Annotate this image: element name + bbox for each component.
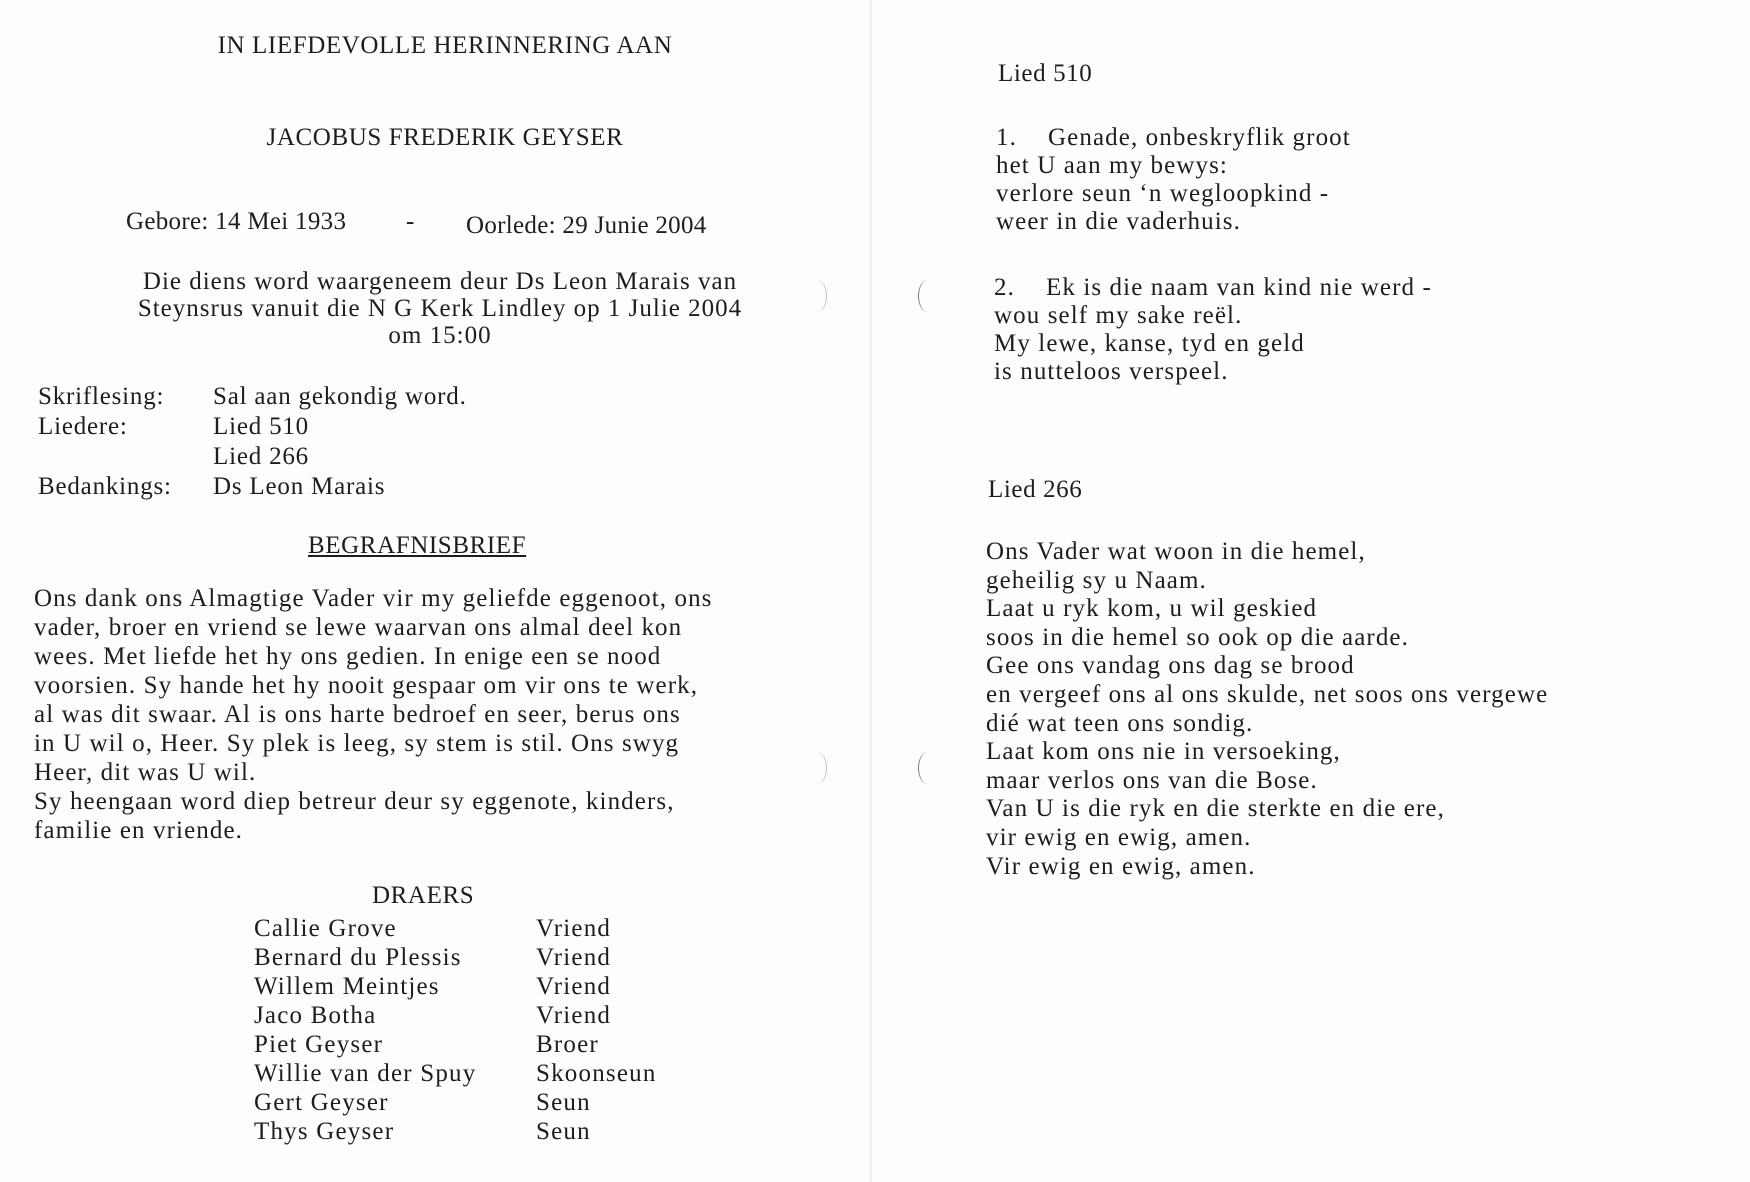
bearer-row (254, 914, 657, 943)
program-label (38, 442, 213, 472)
program-row (38, 472, 467, 502)
hymn-line: maar verlos ons van die Bose. (986, 766, 1318, 794)
birth-date: Gebore: 14 Mei 1933 (126, 208, 347, 235)
hymn-line: Van U is die ryk en die sterkte en die ere, (986, 795, 1445, 823)
verse-line: verlore seun ‘n wegloopkind - (996, 180, 1330, 207)
letter-line: Heer, dit was U wil. (34, 759, 257, 786)
hymn-line: Vir ewig en ewig, amen. (986, 852, 1256, 880)
bearer-row (254, 1088, 657, 1117)
hymn-line: vir ewig en ewig, amen. (986, 823, 1252, 851)
bearer-row (254, 1001, 657, 1030)
right-page (872, 0, 1750, 1182)
date-separator: - (406, 208, 415, 235)
program-value: Lied 510 (213, 413, 309, 440)
hymn-line: Ons Vader wat woon in die hemel, (986, 538, 1366, 565)
bearer-relation: Skoonseun (536, 1060, 657, 1087)
punch-mark (808, 280, 827, 312)
left-page (0, 0, 870, 1182)
hymn-510-verse-2 (994, 274, 1432, 386)
program-value: Sal aan gekondig word. (213, 383, 467, 410)
bearer-relation: Vriend (536, 973, 612, 1000)
hymn-line: Laat kom ons nie in versoeking, (986, 738, 1341, 766)
hymn-line: soos in die hemel so ook op die aarde. (986, 623, 1409, 651)
punch-mark (918, 752, 937, 784)
bearer-name: Gert Geyser (254, 1089, 389, 1116)
bearer-relation: Seun (536, 1118, 591, 1145)
verse-line: het U aan my bewys: (996, 152, 1228, 179)
service-details (60, 268, 820, 349)
bearers-list (254, 914, 657, 1146)
memorial-heading: IN LIEFDEVOLLE HERINNERING AAN (217, 32, 673, 59)
bearer-name: Jaco Botha (254, 1002, 377, 1029)
program-label: Bedankings: (38, 473, 172, 500)
bearer-relation: Vriend (536, 915, 612, 942)
verse-line: My lewe, kanse, tyd en geld (994, 330, 1305, 357)
verse-line: wou self my sake reël. (994, 302, 1243, 329)
bearer-relation: Seun (536, 1089, 591, 1116)
bearer-row (254, 1117, 657, 1146)
bearer-row (254, 1059, 657, 1088)
bearer-relation: Broer (536, 1031, 599, 1058)
funeral-letter (34, 584, 713, 845)
death-date: Oorlede: 29 Junie 2004 (466, 212, 707, 239)
letter-line: wees. Met liefde het hy ons gedien. In enige een se nood (34, 643, 662, 670)
service-program (38, 382, 467, 502)
service-line: Die diens word waargeneem deur Ds Leon Marais van (142, 268, 738, 295)
verse-number: 1. (996, 124, 1017, 151)
program-row (38, 442, 467, 472)
letter-line: Ons dank ons Almagtige Vader vir my geliefde eggenoot, ons (34, 585, 713, 612)
letter-line: voorsien. Sy hande het hy nooit gespaar om vir ons te werk, (34, 672, 699, 699)
program-label: Skriflesing: (38, 383, 165, 410)
program-row (38, 412, 467, 442)
service-line: Steynsrus vanuit die N G Kerk Lindley op 1 Julie 2004 (137, 295, 743, 322)
hymn-line: geheilig sy u Naam. (986, 566, 1207, 594)
program-value: Lied 266 (213, 443, 309, 470)
hymn-line: en vergeef ons al ons skulde, net soos ons vergewe (986, 680, 1549, 708)
verse-number: 2. (994, 274, 1015, 301)
hymn-line: Laat u ryk kom, u wil geskied (986, 595, 1318, 623)
hymn-266-title: Lied 266 (988, 476, 1083, 503)
bearer-relation: Vriend (536, 1002, 612, 1029)
letter-title: BEGRAFNISBRIEF (308, 532, 527, 559)
bearers-title: DRAERS (372, 882, 475, 909)
letter-line: Sy heengaan word diep betreur deur sy eggenote, kinders, (34, 788, 675, 815)
bearer-row (254, 943, 657, 972)
bearer-relation: Vriend (536, 944, 612, 971)
program-row (38, 382, 467, 412)
letter-line: vader, broer en vriend se lewe waarvan ons almal deel kon (34, 614, 683, 641)
verse-line: is nutteloos verspeel. (994, 358, 1229, 385)
bearer-name: Willie van der Spuy (254, 1060, 477, 1087)
bearer-name: Willem Meintjes (254, 973, 440, 1000)
bearer-row (254, 1030, 657, 1059)
bearer-name: Bernard du Plessis (254, 944, 462, 971)
punch-mark (918, 280, 937, 312)
verse-line: Ek is die naam van kind nie werd - (1046, 274, 1432, 301)
letter-line: familie en vriende. (34, 817, 244, 844)
program-label: Liedere: (38, 413, 128, 440)
verse-line: Genade, onbeskryflik groot (1048, 124, 1351, 151)
punch-mark (808, 752, 827, 784)
letter-line: al was dit swaar. Al is ons harte bedroef en seer, berus ons (34, 701, 681, 728)
letter-line: in U wil o, Heer. Sy plek is leeg, sy stem is stil. Ons swyg (34, 730, 680, 757)
hymn-510-verse-1 (996, 124, 1351, 236)
bearer-name: Thys Geyser (254, 1118, 395, 1145)
bearer-row (254, 972, 657, 1001)
program-value: Ds Leon Marais (213, 473, 386, 500)
deceased-name: JACOBUS FREDERIK GEYSER (266, 124, 624, 151)
hymn-line: Gee ons vandag ons dag se brood (986, 652, 1355, 680)
verse-line: weer in die vaderhuis. (996, 208, 1241, 235)
bearer-name: Callie Grove (254, 915, 397, 942)
hymn-266-text (986, 538, 1548, 881)
service-line: om 15:00 (388, 322, 492, 349)
bearer-name: Piet Geyser (254, 1031, 384, 1058)
hymn-line: dié wat teen ons sondig. (986, 709, 1254, 737)
hymn-510-title: Lied 510 (998, 60, 1093, 87)
